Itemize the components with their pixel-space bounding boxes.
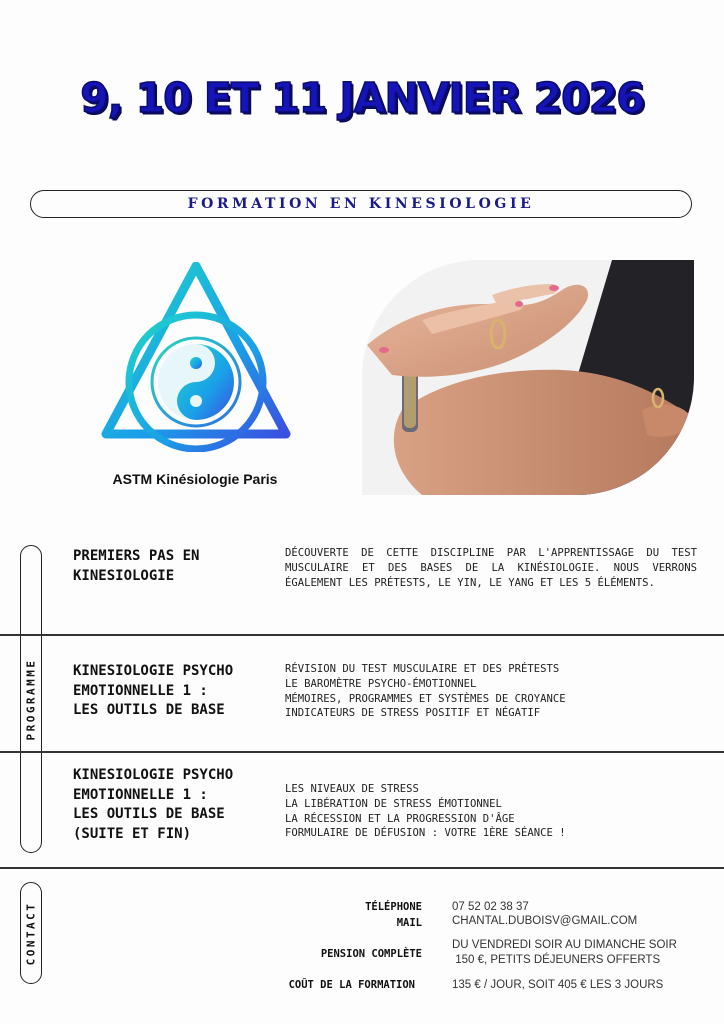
programme-item-1-text: DÉCOUVERTE DE CETTE DISCIPLINE PAR L'APPRENTISSAGE DU TEST MUSCULAIRE ET DES BASES DE LA KINÉSIOLOGIE. NOUS VERRONS ÉGALEMENT LES PRÉTESTS, LE YIN, LE YANG ET LES 5 ÉLÉMENTS. [285,547,697,590]
programme-item-3-line: LES NIVEAUX DE STRESS [285,783,419,795]
programme-item-2-line: MÉMOIRES, PROGRAMMES ET SYSTÈMES DE CROYANCE [285,692,566,705]
contact-label: CONTACT [24,901,38,965]
programme-item-3-line: LA LIBÉRATION DE STRESS ÉMOTIONNEL [285,797,502,810]
programme-item-2-title: KINESIOLOGIE PSYCHO EMOTIONNELLE 1 : LES OUTILS DE BASE [73,663,234,718]
page-title: 9, 10 ET 11 JANVIER 2026 [80,74,644,122]
subtitle-banner [30,190,692,218]
programme-item-3-line: FORMULAIRE DE DÉFUSION : VOTRE 1ÈRE SÉANCE ! [285,827,566,840]
cost-value: 135 € / JOUR, SOIT 405 € LES 3 JOURS [452,979,664,991]
logo-caption: ASTM Kinésiologie Paris [112,471,278,487]
programme-item-3-line: LA RÉCESSION ET LA PROGRESSION D'ÂGE [285,812,515,825]
programme-item-2-line: INDICATEURS DE STRESS POSITIF ET NÉGATIF [285,707,541,720]
pension-line-1: DU VENDREDI SOIR AU DIMANCHE SOIR [452,939,677,951]
pension-line-2: 150 €, PETITS DÉJEUNERS OFFERTS [452,954,661,966]
yin-yang-triangle-logo [100,262,292,452]
divider [0,634,724,636]
divider [0,751,724,753]
programme-item-2-desc [285,662,697,721]
programme-side-label [20,545,42,853]
programme-item-2-line: LE BAROMÈTRE PSYCHO-ÉMOTIONNEL [285,677,477,690]
contact-side-label [20,882,42,984]
hands-photo [362,260,694,495]
divider [0,867,724,869]
phone-value[interactable]: 07 52 02 38 37 [452,901,529,913]
pension-label: PENSION COMPLÈTE [320,948,422,960]
cost-label: COÛT DE LA FORMATION [288,979,415,991]
programme-label: PROGRAMME [24,657,38,741]
programme-item-3-desc [285,782,697,841]
mail-value[interactable]: CHANTAL.DUBOISV@GMAIL.COM [452,915,638,927]
programme-item-2-line: RÉVISION DU TEST MUSCULAIRE ET DES PRÉTESTS [285,663,560,675]
phone-label: TÉLÉPHONE [365,901,422,913]
mail-label: MAIL [396,917,422,929]
subtitle-text: FORMATION EN KINESIOLOGIE [187,196,535,212]
programme-item-1-desc [285,546,697,592]
programme-item-1-title: PREMIERS PAS EN KINESIOLOGIE [73,548,200,584]
programme-item-3-title: KINESIOLOGIE PSYCHO EMOTIONNELLE 1 : LES OUTILS DE BASE (SUITE ET FIN) [73,767,234,842]
